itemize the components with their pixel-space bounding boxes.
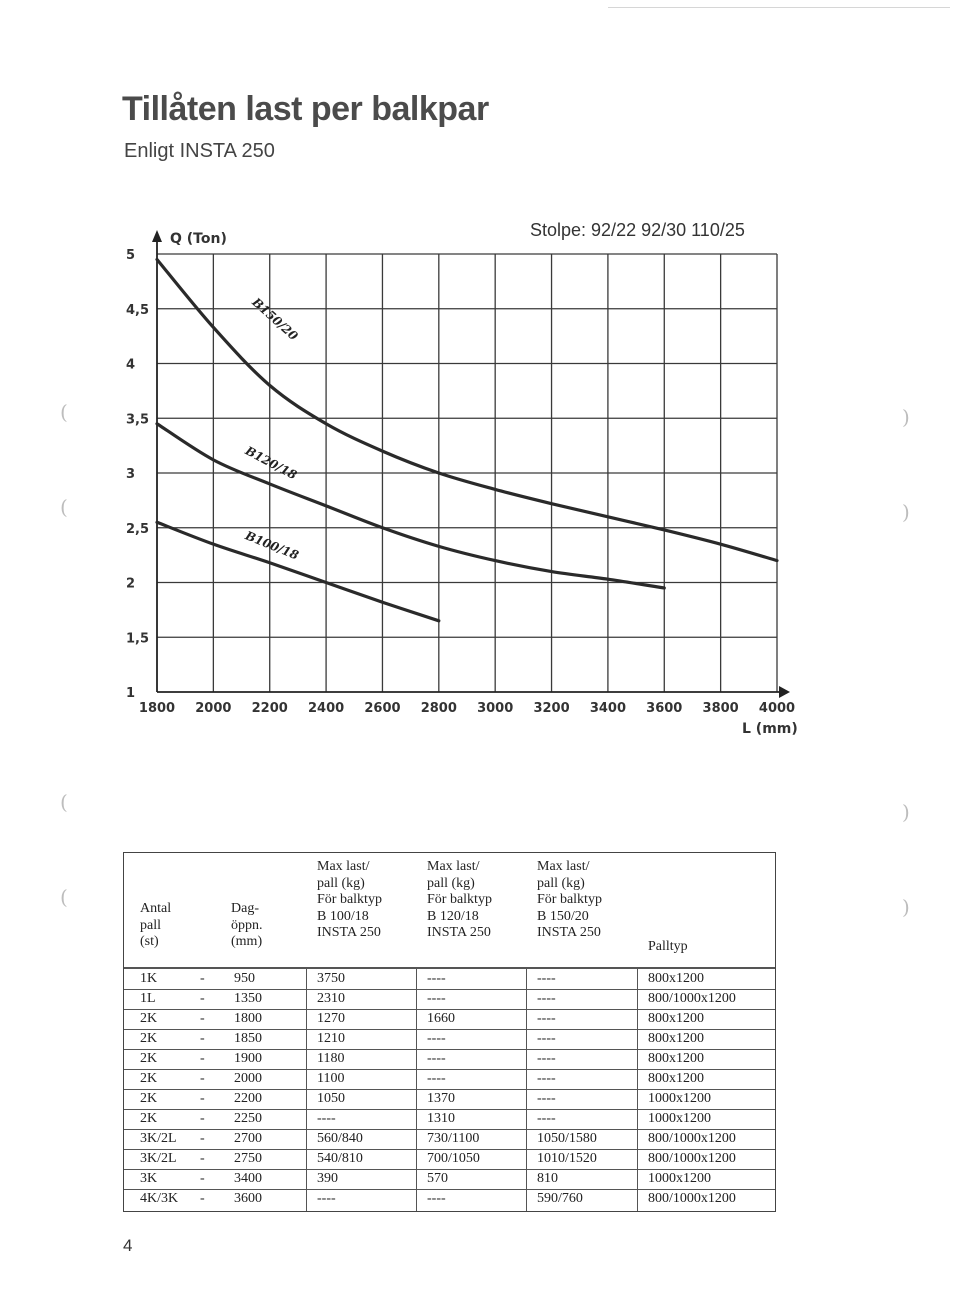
cell-b100: 1100 (317, 1071, 345, 1086)
header-dag (231, 901, 263, 951)
x-tick-label: 4000 (758, 701, 796, 716)
cell-antal: 1L (140, 991, 156, 1006)
x-tick-label: 2200 (251, 701, 288, 716)
cell-b100: 1050 (317, 1091, 345, 1106)
cell-b120: ---- (427, 1071, 446, 1086)
cell-b150: ---- (537, 971, 556, 986)
cell-palltyp: 800/1000x1200 (648, 991, 736, 1006)
cell-b150: ---- (537, 1031, 556, 1046)
margin-mark: ) (902, 500, 910, 524)
cell-palltyp: 1000x1200 (648, 1111, 711, 1126)
cell-b100: ---- (317, 1111, 336, 1126)
cell-antal: 3K/2L (140, 1131, 177, 1146)
cell-antal: 4K/3K (140, 1191, 179, 1206)
y-tick-label: 3,5 (126, 412, 150, 428)
cell-dag: 1850 (234, 1031, 262, 1046)
header-antal-line1: Antal (140, 901, 172, 916)
cell-antal: 3K (140, 1171, 158, 1186)
cell-dash: - (200, 1011, 205, 1026)
cell-b120: 570 (427, 1171, 448, 1186)
x-tick-label: 2800 (420, 701, 457, 716)
header-b120-line2: pall (kg) (427, 875, 475, 891)
y-axis-title: Q (Ton) (170, 231, 227, 247)
cell-b100: 1180 (317, 1051, 345, 1066)
x-tick-label: 2600 (364, 701, 401, 716)
header-b100-line5: INSTA 250 (317, 925, 381, 940)
chart-axes (152, 230, 790, 698)
x-tick-label: 3600 (646, 701, 683, 716)
margin-mark: ( (60, 495, 68, 519)
x-axis-arrow (779, 686, 790, 698)
cell-dag: 1350 (234, 991, 262, 1006)
chart-curves (157, 259, 777, 620)
cell-dag: 3400 (234, 1171, 262, 1186)
header-dag-line1: Dag- (231, 901, 259, 916)
margin-mark: ) (902, 405, 910, 429)
cell-antal: 2K (140, 1071, 158, 1086)
header-antal (140, 901, 171, 951)
cell-dash: - (200, 1171, 205, 1186)
cell-b120: 1370 (427, 1091, 455, 1106)
header-b120-line3: För balktyp (427, 892, 492, 907)
cell-b100: ---- (317, 1191, 336, 1206)
cell-palltyp: 1000x1200 (648, 1091, 711, 1106)
cell-dag: 2700 (234, 1131, 262, 1146)
curve-label: B120/18 (242, 443, 300, 483)
page-subtitle: Enligt INSTA 250 (124, 140, 275, 162)
cell-b150: ---- (537, 1091, 556, 1106)
cell-b100: 390 (317, 1171, 338, 1186)
curve-labels (242, 294, 301, 562)
header-b100-line2: pall (kg) (317, 875, 365, 891)
x-tick-label: 3400 (589, 701, 627, 716)
y-axis-arrow (152, 230, 162, 242)
x-tick-label: 1800 (138, 701, 176, 716)
margin-mark: ( (60, 790, 68, 814)
header-b150-line2: pall (kg) (537, 875, 585, 891)
cell-dag: 950 (234, 971, 255, 986)
header-b100-line1: Max last/ (317, 859, 370, 874)
y-tick-label: 5 (126, 248, 136, 263)
stolpe-label: Stolpe: 92/22 92/30 110/25 (530, 220, 745, 240)
x-tick-label: 3000 (477, 701, 514, 716)
cell-antal: 1K (140, 971, 158, 986)
cell-antal: 2K (140, 1011, 158, 1026)
y-tick-label: 1 (126, 686, 136, 701)
header-dag-line3: (mm) (231, 934, 263, 949)
y-tick-label: 4 (126, 357, 136, 373)
cell-b150: ---- (537, 1011, 556, 1026)
cell-dash: - (200, 1111, 205, 1126)
cell-dash: - (200, 991, 205, 1006)
cell-palltyp: 800/1000x1200 (648, 1191, 736, 1206)
curve-label: B150/20 (249, 295, 301, 344)
y-tick-label: 1,5 (126, 631, 150, 647)
margin-mark: ) (902, 800, 910, 824)
x-tick-label: 3200 (533, 701, 570, 716)
cell-antal: 2K (140, 1091, 158, 1106)
cell-dag: 1900 (234, 1051, 262, 1066)
header-dag-line2: öppn. (231, 917, 263, 933)
y-tick-label: 4,5 (126, 302, 150, 318)
cell-b150: ---- (537, 1071, 556, 1086)
header-b100-line3: För balktyp (317, 892, 382, 907)
y-tick-label: 3 (126, 467, 136, 482)
cell-dash: - (200, 1191, 205, 1206)
page-title: Tillåten last per balkpar (122, 90, 489, 128)
cell-dash: - (200, 1071, 205, 1086)
cell-dash: - (200, 1051, 205, 1066)
header-b150-line5: INSTA 250 (537, 925, 601, 940)
cell-dag: 1800 (234, 1011, 262, 1026)
cell-b150: 1010/1520 (537, 1151, 597, 1166)
cell-palltyp: 800x1200 (648, 1031, 704, 1046)
cell-palltyp: 800x1200 (648, 1051, 704, 1066)
header-b150 (537, 859, 602, 942)
x-tick-label: 2400 (307, 701, 345, 716)
curve-label: B100/18 (243, 528, 301, 563)
y-tick-label: 2 (126, 576, 136, 592)
x-tick-labels (139, 701, 795, 716)
cell-b120: 1660 (427, 1011, 455, 1026)
cell-dag: 2750 (234, 1151, 262, 1166)
x-axis-title: L (mm) (742, 721, 798, 737)
cell-b100: 1210 (317, 1031, 345, 1046)
margin-mark: ( (60, 885, 68, 909)
cell-b100: 560/840 (317, 1131, 363, 1146)
header-antal-line3: (st) (140, 934, 159, 949)
y-tick-labels (126, 248, 149, 701)
cell-b150: 1050/1580 (537, 1131, 597, 1146)
cell-b120: 730/1100 (427, 1131, 480, 1146)
cell-dash: - (200, 1031, 205, 1046)
cell-dag: 3600 (234, 1191, 262, 1206)
cell-b150: 810 (537, 1171, 558, 1186)
header-b150-line4: B 150/20 (537, 908, 589, 924)
cell-b120: ---- (427, 991, 446, 1006)
header-antal-line2: pall (140, 917, 161, 933)
cell-dag: 2000 (234, 1071, 262, 1086)
header-b150-line1: Max last/ (537, 859, 590, 874)
cell-dash: - (200, 1091, 205, 1106)
cell-b120: ---- (427, 971, 446, 986)
y-tick-label: 2,5 (126, 521, 150, 537)
x-tick-label: 3800 (702, 701, 739, 716)
cell-dag: 2250 (234, 1111, 262, 1126)
cell-b120: ---- (427, 1031, 446, 1046)
curve-b100-18 (157, 522, 439, 621)
margin-mark: ) (902, 895, 910, 919)
cell-b100: 540/810 (317, 1151, 363, 1166)
cell-b150: ---- (537, 1051, 556, 1066)
header-b120-line4: B 120/18 (427, 908, 479, 924)
cell-dash: - (200, 971, 205, 986)
cell-b100: 1270 (317, 1011, 345, 1026)
cell-b150: 590/760 (537, 1191, 583, 1206)
header-palltyp: Palltyp (648, 939, 688, 954)
cell-antal: 2K (140, 1051, 158, 1066)
cell-dag: 2200 (234, 1091, 262, 1106)
header-b120 (427, 859, 492, 942)
cell-palltyp: 800x1200 (648, 1071, 704, 1086)
cell-antal: 2K (140, 1111, 158, 1126)
header-b120-line5: INSTA 250 (427, 925, 491, 940)
header-b150-line3: För balktyp (537, 892, 602, 907)
x-tick-label: 2000 (195, 701, 232, 716)
cell-b150: ---- (537, 1111, 556, 1126)
cell-b120: 1310 (427, 1111, 455, 1126)
cell-palltyp: 1000x1200 (648, 1171, 711, 1186)
load-table (123, 852, 776, 1212)
margin-mark: ( (60, 400, 68, 424)
cell-palltyp: 800/1000x1200 (648, 1151, 736, 1166)
cell-b100: 3750 (317, 971, 345, 986)
header-b120-line1: Max last/ (427, 859, 480, 874)
cell-b100: 2310 (317, 991, 345, 1006)
cell-antal: 2K (140, 1031, 158, 1046)
cell-dash: - (200, 1151, 205, 1166)
cell-palltyp: 800x1200 (648, 1011, 704, 1026)
cell-b150: ---- (537, 991, 556, 1006)
cell-b120: 700/1050 (427, 1151, 480, 1166)
cell-palltyp: 800x1200 (648, 971, 704, 986)
cell-dash: - (200, 1131, 205, 1146)
curve-b120-18 (157, 424, 664, 588)
cell-palltyp: 800/1000x1200 (648, 1131, 736, 1146)
cell-b120: ---- (427, 1051, 446, 1066)
header-b100 (317, 859, 382, 942)
chart-grid (157, 254, 777, 692)
cell-b120: ---- (427, 1191, 446, 1206)
header-b100-line4: B 100/18 (317, 908, 369, 924)
cell-antal: 3K/2L (140, 1151, 177, 1166)
page-number: 4 (123, 1236, 133, 1255)
